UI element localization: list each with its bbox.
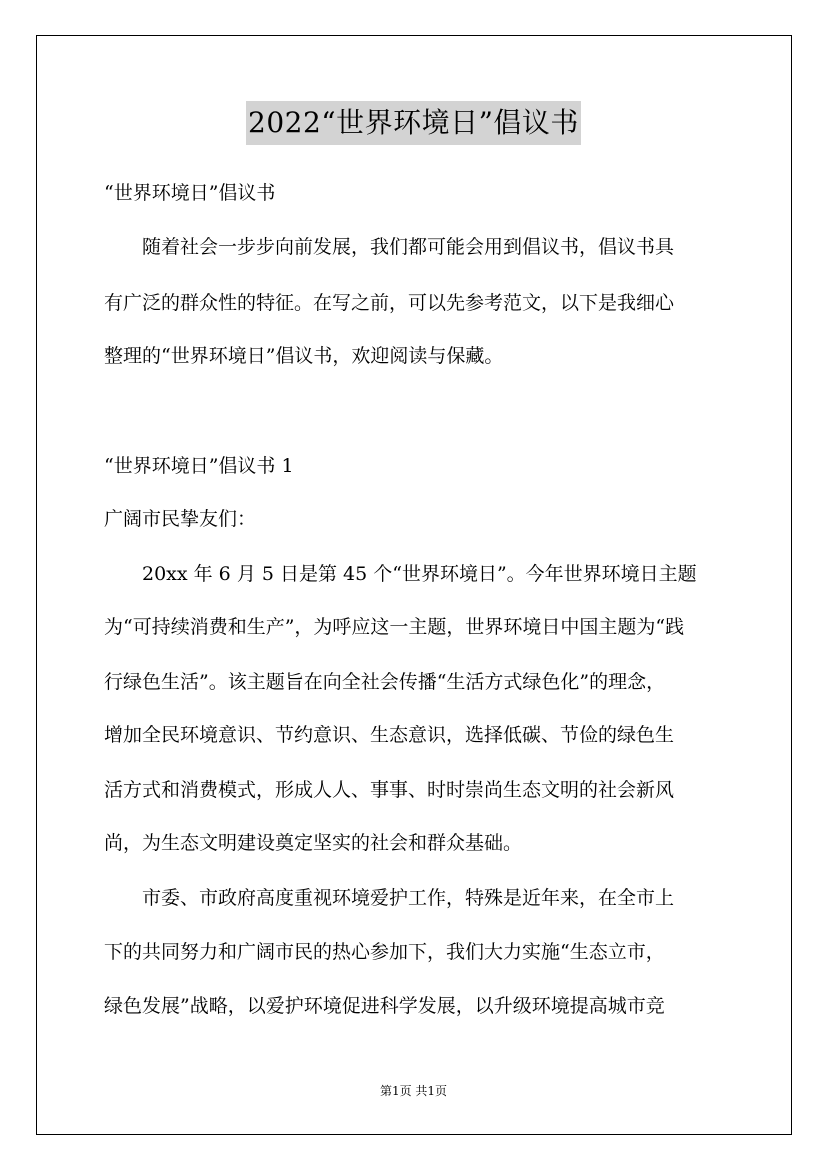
- document-title: 2022“世界环境日”倡议书: [246, 101, 581, 145]
- paragraph-line: 下的共同努力和广阔市民的热心参加下，我们大力实施“生态立市，: [104, 941, 665, 963]
- paragraph-line: 市委、市政府高度重视环境爱护工作，特殊是近年来，在全市上: [142, 887, 675, 909]
- paragraph-line: 增加全民环境意识、节约意识、生态意识，选择低碳、节俭的绿色生: [104, 724, 675, 746]
- paragraph-line: 绿色发展”战略，以爱护环境促进科学发展，以升级环境提高城市竞: [104, 995, 665, 1017]
- paragraph-line: 尚，为生态文明建设奠定坚实的社会和群众基础。: [104, 832, 523, 854]
- document-subtitle: “世界环境日”倡议书: [104, 182, 276, 204]
- section-heading: “世界环境日”倡议书 1: [104, 455, 294, 477]
- page-number-footer: 第1页 共1页: [379, 1084, 448, 1098]
- intro-line: 随着社会一步步向前发展，我们都可能会用到倡议书，倡议书具: [142, 236, 675, 258]
- paragraph-line: 20xx 年 6 月 5 日是第 45 个“世界环境日”。今年世界环境日主题: [142, 563, 697, 585]
- paragraph-line: 行绿色生活”。该主题旨在向全社会传播“生活方式绿色化”的理念，: [104, 671, 666, 693]
- intro-line: 整理的“世界环境日”倡议书，欢迎阅读与保藏。: [104, 345, 504, 367]
- paragraph-line: 活方式和消费模式，形成人人、事事、时时崇尚生态文明的社会新风: [104, 779, 675, 801]
- intro-line: 有广泛的群众性的特征。在写之前，可以先参考范文，以下是我细心: [104, 292, 675, 314]
- title-container: [0, 101, 827, 145]
- salutation: 广阔市民挚友们：: [104, 508, 257, 530]
- paragraph-line: 为“可持续消费和生产”，为呼应这一主题，世界环境日中国主题为“践: [104, 616, 685, 638]
